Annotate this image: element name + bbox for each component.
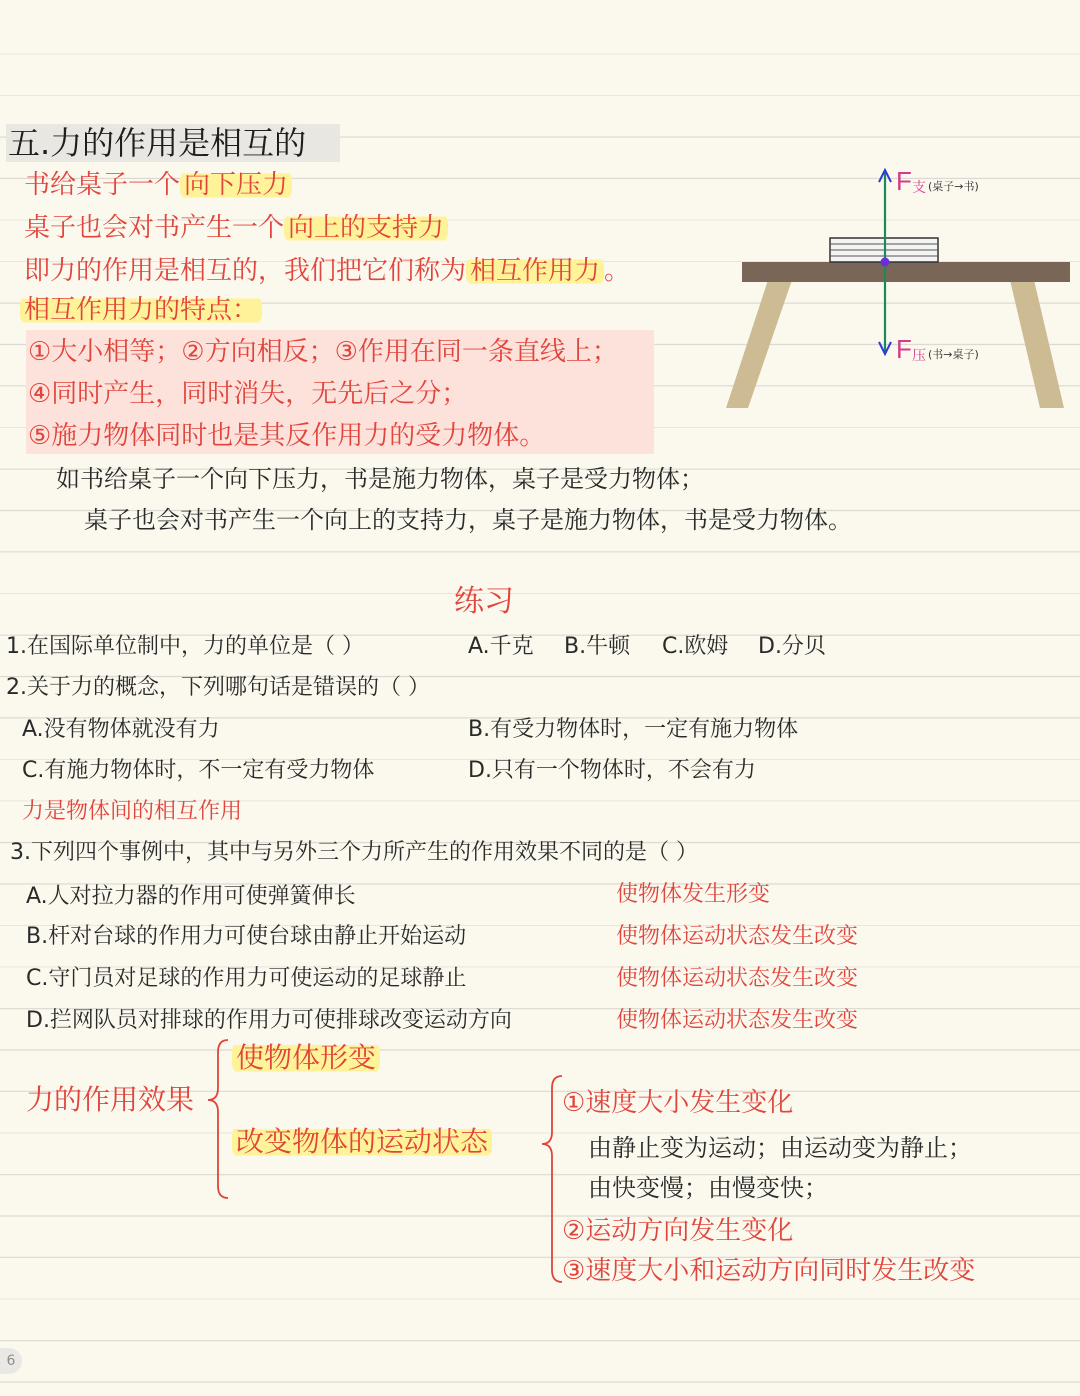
q2-option-c: C.有施力物体时，不一定有受力物体 [22, 758, 375, 783]
force-pressure-note: (书→桌子) [928, 348, 979, 361]
force-pressure-subscript: 压 [912, 348, 926, 364]
question-2: 2.关于力的概念，下列哪句话是错误的（ ） [6, 675, 430, 700]
summary-root: 力的作用效果 [26, 1083, 195, 1116]
question-1: 1.在国际单位制中，力的单位是（ ） [6, 634, 364, 659]
root-brace-icon [208, 1040, 228, 1198]
q3-option-c: C.守门员对足球的作用力可使运动的足球静止 [26, 966, 467, 991]
summary-sub-1: ①速度大小发生变化 [562, 1088, 794, 1118]
example-2: 桌子也会对书产生一个向上的支持力，桌子是施力物体，书是受力物体。 [84, 506, 852, 534]
section-title: 五.力的作用是相互的 [8, 124, 307, 162]
practice-heading: 练习 [454, 584, 514, 619]
statement-3-text: 即力的作用是相互的，我们把它们称为 [24, 256, 467, 286]
force-pressure-label: F [896, 334, 912, 364]
q3-option-a: A.人对拉力器的作用可使弹簧伸长 [26, 884, 356, 909]
force-support-subscript: 支 [912, 180, 926, 196]
statement-2-highlight: 向上的支持力 [284, 213, 448, 243]
summary-sub-2: ②运动方向发生变化 [562, 1216, 794, 1246]
summary-branch-1: 使物体形变 [232, 1041, 380, 1074]
page-number: 6 [0, 1348, 22, 1374]
force-support-note: (桌子→书) [928, 180, 979, 193]
statement-1-highlight: 向下压力 [180, 170, 292, 200]
features-title: 相互作用力的特点： [20, 295, 262, 325]
statement-1-text: 书给桌子一个 [24, 170, 181, 200]
q3-note-b: 使物体运动状态发生改变 [616, 924, 859, 949]
q2-option-d: D.只有一个物体时，不会有力 [468, 758, 756, 783]
summary-sub-1-detail-2: 由快变慢；由慢变快； [588, 1174, 828, 1202]
example-1: 如书给桌子一个向下压力，书是施力物体，桌子是受力物体； [56, 465, 704, 493]
statement-2-text: 桌子也会对书产生一个 [24, 213, 285, 243]
q2-option-b: B.有受力物体时，一定有施力物体 [468, 717, 799, 742]
q3-option-d: D.拦网队员对排球的作用力可使排球改变运动方向 [26, 1008, 512, 1033]
q1-option-a: A.千克 [468, 634, 534, 659]
feature-3: ⑤施力物体同时也是其反作用力的受力物体。 [28, 421, 546, 451]
q2-answer-note: 力是物体间的相互作用 [22, 799, 243, 824]
summary-branch-2-line [232, 1125, 492, 1158]
q3-note-d: 使物体运动状态发生改变 [616, 1008, 859, 1033]
q1-option-b: B.牛顿 [564, 634, 631, 659]
q3-note-a: 使物体发生形变 [616, 882, 771, 907]
question-3: 3.下列四个事例中，其中与另外三个力所产生的作用效果不同的是（ ） [10, 840, 698, 865]
statement-3-highlight: 相互作用力 [466, 256, 604, 286]
sub-brace-icon [542, 1076, 562, 1282]
summary-sub-1-detail-1: 由静止变为运动；由运动变为静止； [588, 1134, 972, 1162]
q1-option-c: C.欧姆 [662, 634, 729, 659]
statement-3-end: 。 [604, 256, 631, 286]
force-support-label: F [896, 166, 912, 196]
summary-sub-3: ③速度大小和运动方向同时发生改变 [562, 1256, 976, 1286]
feature-1: ①大小相等；②方向相反；③作用在同一条直线上； [28, 337, 618, 367]
summary-branch-1-line [232, 1041, 380, 1074]
feature-2: ④同时产生，同时消失，无先后之分； [28, 379, 468, 409]
summary-branch-2: 改变物体的运动状态 [232, 1125, 492, 1158]
q3-note-c: 使物体运动状态发生改变 [616, 966, 859, 991]
q3-option-b: B.杆对台球的作用力可使台球由静止开始运动 [26, 924, 467, 949]
q2-option-a: A.没有物体就没有力 [22, 717, 220, 742]
q1-option-d: D.分贝 [758, 634, 826, 659]
